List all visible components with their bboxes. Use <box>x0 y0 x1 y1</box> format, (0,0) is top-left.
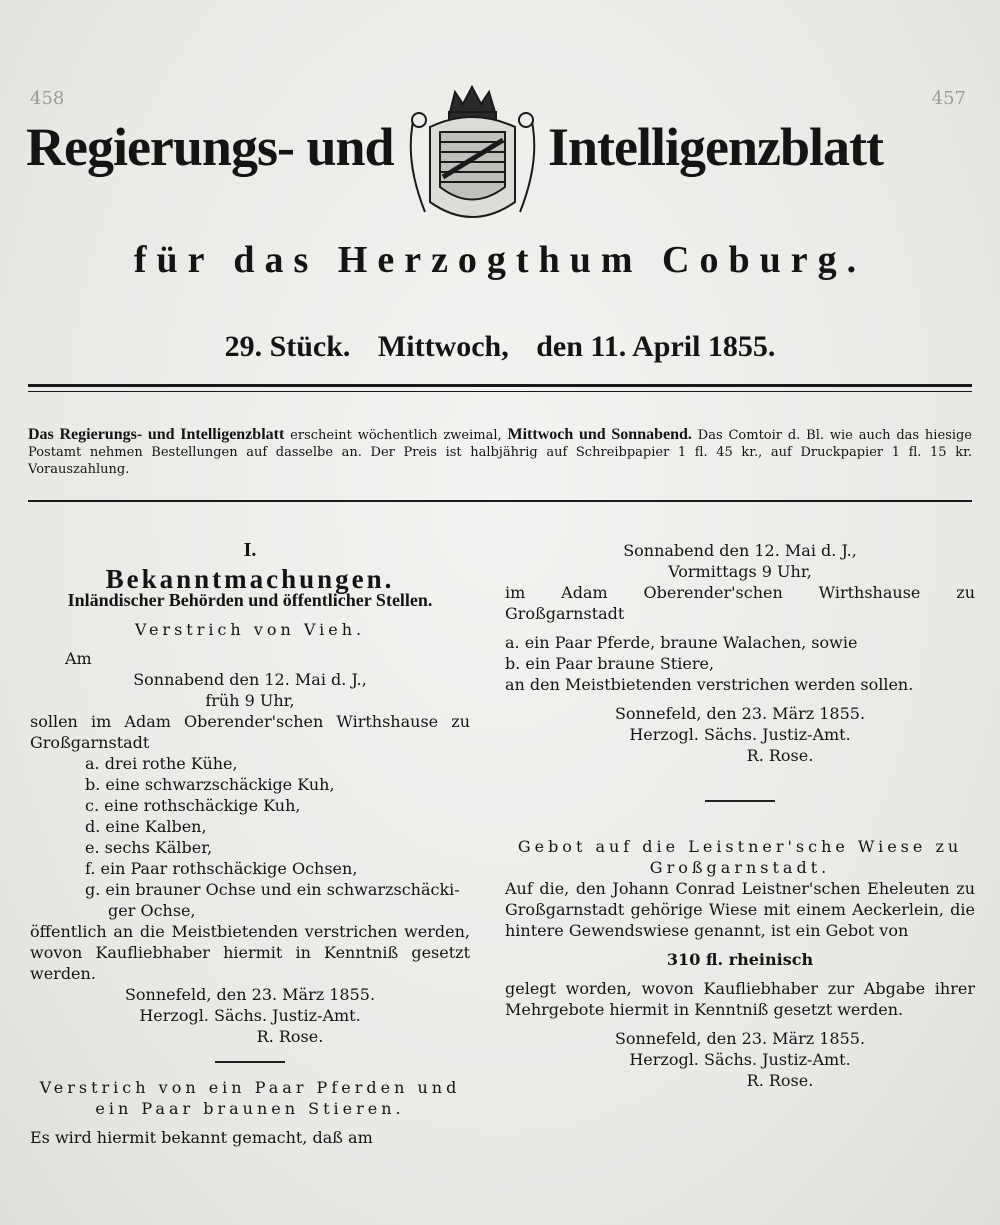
announcement-am: Am <box>65 649 92 668</box>
list-item: d. eine Kalben, <box>85 817 207 836</box>
double-rule-bottom <box>28 391 972 392</box>
signature-place: Sonnefeld, den 23. März 1855. <box>124 985 376 1004</box>
list-item: g. ein brauner Ochse und ein schwarzschäcki- <box>85 880 460 899</box>
masthead-title-left: Regierungs- und <box>26 117 394 177</box>
signature-office: Herzogl. Sächs. Justiz-Amt. <box>629 725 851 744</box>
announcement-title-pferde: Verstrich von ein Paar Pferden und ein Paar braunen Stieren. <box>39 1078 461 1118</box>
list-item-continuation: ger Ochse, <box>108 901 196 920</box>
announcement-body-pferde: Es wird hiermit bekannt gemacht, daß am <box>30 1128 373 1147</box>
signature-office: Herzogl. Sächs. Justiz-Amt. <box>139 1006 361 1025</box>
notice-text1: erscheint wöchentlich zweimal, <box>290 428 502 443</box>
notice-days: Mittwoch und Sonnabend. <box>507 426 692 443</box>
auction-time: Vormittags 9 Uhr, <box>668 562 812 581</box>
subscription-notice <box>28 426 972 478</box>
announcement-date: Sonnabend den 12. Mai d. J., <box>133 670 367 689</box>
section-subheading: Inländischer Behörden und öffentlicher Stellen. <box>67 590 433 610</box>
announcement-body-wiese-2: gelegt worden, wovon Kaufliebhaber zur Abgabe ihrer Mehrgebote hiermit in Kenntniß gesetzt werden. <box>505 979 975 1019</box>
list-item: f. ein Paar rothschäckige Ochsen, <box>85 859 358 878</box>
right-column <box>505 540 975 1091</box>
announcement-body-wiese: Auf die, den Johann Conrad Leistner'schen Eheleuten zu Großgarnstadt gehörige Wiese mit einem Aeckerlein, die hintere Gewendswiese genannt, ist ein Gebot von <box>505 879 975 940</box>
announcement-time: früh 9 Uhr, <box>205 691 295 710</box>
signature-name: R. Rose. <box>746 746 814 765</box>
notice-text2: Das Comtoir d. Bl. wie auch das hiesige Postamt nehmen Bestellungen auf dasselbe an. Der Preis ist halbjährig auf Schreibpapier 1 fl. 45 kr., auf Druckpapier 1 fl. 15 kr. Vorauszahlung. <box>28 428 972 477</box>
auction-place: im Adam Oberender'schen Wirthshause zu Großgarnstadt <box>505 583 975 623</box>
separator-dash <box>705 800 775 802</box>
section-heading: Bekanntmachungen. <box>105 564 395 594</box>
issue-date: den 11. April 1855. <box>536 330 776 363</box>
page-number-right: 457 <box>931 88 966 109</box>
notice-name: Das Regierungs- und Intelligenzblatt <box>28 426 285 443</box>
masthead-subtitle: für das Herzogthum Coburg. <box>133 239 867 281</box>
issue-weekday: Mittwoch, <box>377 330 509 363</box>
signature-name: R. Rose. <box>256 1027 324 1046</box>
left-column <box>30 540 470 1148</box>
double-rule-top <box>28 384 972 387</box>
coat-of-arms-icon <box>405 82 540 232</box>
page-number-left: 458 <box>30 88 65 109</box>
list-item: b. ein Paar braune Stiere, <box>505 654 715 673</box>
bid-amount: 310 fl. rheinisch <box>666 950 814 969</box>
signature-place: Sonnefeld, den 23. März 1855. <box>614 704 866 723</box>
section-number: I. <box>243 539 257 561</box>
signature-office: Herzogl. Sächs. Justiz-Amt. <box>629 1050 851 1069</box>
list-item: a. ein Paar Pferde, braune Walachen, sowie <box>505 633 858 652</box>
signature-place: Sonnefeld, den 23. März 1855. <box>614 1029 866 1048</box>
list-item: c. eine rothschäckige Kuh, <box>85 796 301 815</box>
list-item: b. eine schwarzschäckige Kuh, <box>85 775 335 794</box>
announcement-intro: sollen im Adam Oberender'schen Wirthshause zu Großgarnstadt <box>30 712 470 752</box>
separator-dash <box>215 1061 285 1063</box>
issue-number: 29. Stück. <box>224 330 351 363</box>
issue-line <box>0 330 1000 364</box>
list-item: a. drei rothe Kühe, <box>85 754 238 773</box>
announcement-title-vieh: Verstrich von Vieh. <box>134 620 366 639</box>
announcement-body: öffentlich an die Meistbietenden verstrichen werden, wovon Kaufliebhaber hiermit in Kenntniß gesetzt werden. <box>30 922 470 983</box>
masthead-title-right: Intelligenzblatt <box>548 117 883 177</box>
auction-tail: an den Meistbietenden verstrichen werden sollen. <box>505 675 914 694</box>
list-item: e. sechs Kälber, <box>85 838 213 857</box>
section-rule <box>28 500 972 502</box>
signature-name: R. Rose. <box>746 1071 814 1090</box>
announcement-title-wiese: Gebot auf die Leistner'sche Wiese zu Großgarnstadt. <box>517 837 963 877</box>
auction-date: Sonnabend den 12. Mai d. J., <box>623 541 857 560</box>
